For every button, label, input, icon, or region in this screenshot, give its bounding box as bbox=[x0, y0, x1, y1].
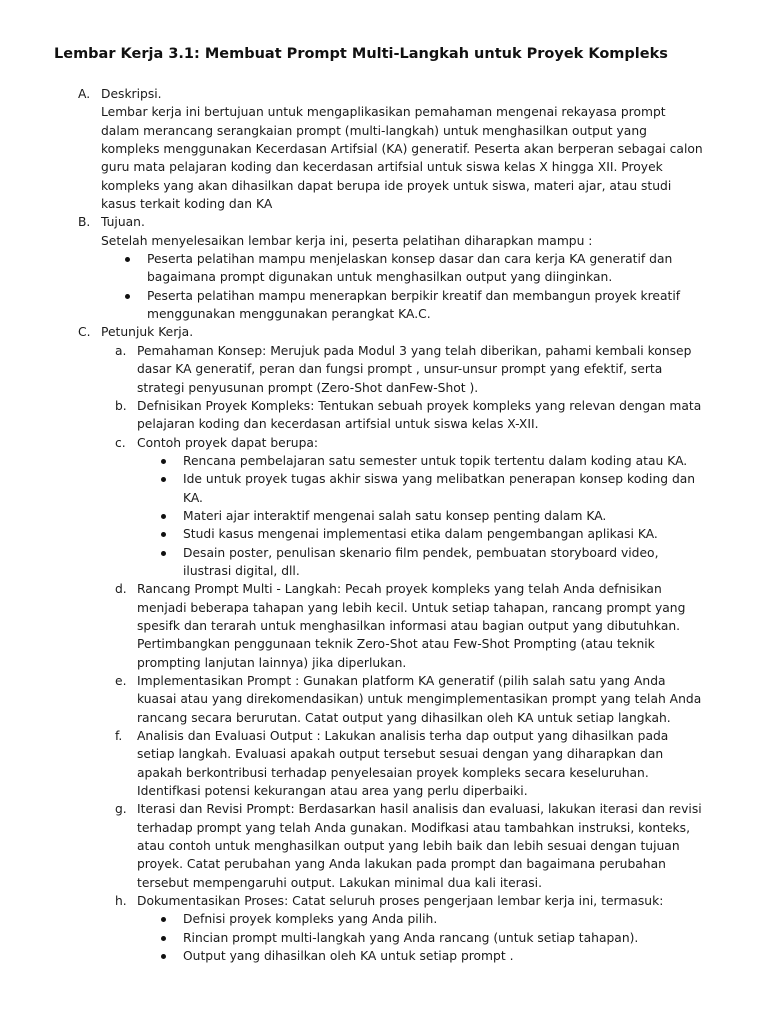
section-marker: A. bbox=[78, 87, 91, 101]
bullet-line: Studi kasus mengenai implementasi etika dalam pengembangan aplikasi KA. bbox=[183, 527, 658, 542]
bullet-line: Rincian prompt multi-langkah yang Anda rancang (untuk setiap tahapan). bbox=[183, 930, 639, 945]
item-marker: c. bbox=[115, 435, 126, 450]
section-c-instructions bbox=[56, 323, 720, 965]
instruction-item-g bbox=[56, 800, 720, 892]
bullet-line: Materi ajar interaktif mengenai salah satu konsep penting dalam KA. bbox=[183, 508, 607, 523]
paragraph-line: dalam merancang serangkaian prompt (multi-langkah) untuk menghasilkan output yang bbox=[101, 123, 647, 138]
item-line: menjadi beberapa tahapan yang lebih kecil. Untuk setiap tahapan, rancang prompt yang bbox=[137, 600, 686, 615]
bullet-line: menggunakan menggunakan perangkat KA.C. bbox=[147, 307, 431, 322]
item-line: prompting lanjutan lainnya) jika diperlukan. bbox=[137, 655, 407, 670]
item-marker: b. bbox=[115, 398, 127, 413]
instruction-item-h bbox=[56, 892, 720, 965]
instruction-item-f bbox=[56, 727, 720, 800]
item-line: rancang secara berurutan. Catat output yang dihasilkan oleh KA untuk setiap langkah. bbox=[137, 710, 671, 725]
item-line: strategi penyusunan prompt (Zero-Shot danFew-Shot ). bbox=[137, 380, 479, 395]
instruction-item-e bbox=[56, 672, 720, 727]
item-line: proyek. Catat perubahan yang Anda lakukan pada prompt dan bagaimana perubahan bbox=[137, 857, 666, 872]
bullet-line: Rencana pembelajaran satu semester untuk topik tertentu dalam koding atau KA. bbox=[183, 453, 688, 468]
bullet-item bbox=[101, 287, 720, 324]
bullet-line: Desain poster, penulisan skenario film pendek, pembuatan storyboard video, bbox=[183, 545, 659, 560]
item-line: dasar KA generatif, peran dan fungsi prompt , unsur-unsur prompt yang efektif, serta bbox=[137, 362, 663, 377]
item-line: apakah berkontribusi terhadap penyelesaian proyek kompleks secara keseluruhan. bbox=[137, 765, 649, 780]
bullet-line: Ide untuk proyek tugas akhir siswa yang melibatkan penerapan konsep koding dan bbox=[183, 472, 696, 487]
bullet-line: Peserta pelatihan mampu menjelaskan konsep dasar dan cara kerja KA generatif dan bbox=[147, 252, 673, 267]
bullet-item bbox=[137, 947, 720, 965]
item-marker: e. bbox=[115, 674, 127, 688]
bullet-item bbox=[137, 470, 720, 507]
item-marker: g. bbox=[115, 802, 127, 817]
instruction-item-a bbox=[56, 342, 720, 397]
item-marker: a. bbox=[115, 343, 127, 358]
item-line: Analisis dan Evaluasi Output : Lakukan analisis terha dap output yang dihasilkan pada bbox=[137, 729, 669, 744]
item-line: kuasai atau yang direkomendasikan) untuk mengimplementasikan prompt yang telah Anda bbox=[137, 692, 702, 707]
section-marker: B. bbox=[78, 215, 91, 230]
section-b-objectives bbox=[56, 213, 720, 323]
section-marker: C. bbox=[78, 325, 91, 340]
item-line: pelajaran koding dan kecerdasan artifsial untuk siswa kelas X-XII. bbox=[137, 417, 539, 432]
item-line: Implementasikan Prompt : Gunakan platform KA generatif (pilih salah satu yang Anda bbox=[137, 674, 666, 688]
item-line: Pertimbangkan penggunaan teknik Zero-Shot atau Few-Shot Prompting (atau teknik bbox=[137, 637, 655, 652]
bullet-item bbox=[137, 452, 720, 470]
item-line: Dokumentasikan Proses: Catat seluruh proses pengerjaan lembar kerja ini, termasuk: bbox=[137, 894, 664, 909]
bullet-item bbox=[137, 929, 720, 947]
item-line: Iterasi dan Revisi Prompt: Berdasarkan hasil analisis dan evaluasi, lakukan iterasi dan revisi bbox=[137, 802, 702, 817]
bullet-item bbox=[101, 250, 720, 287]
section-heading: Tujuan. bbox=[101, 215, 145, 230]
item-line: Contoh proyek dapat berupa: bbox=[137, 435, 319, 450]
item-marker: f. bbox=[115, 729, 123, 744]
instruction-item-d bbox=[56, 580, 720, 672]
paragraph-line: Lembar kerja ini bertujuan untuk mengaplikasikan pemahaman mengenai rekayasa prompt bbox=[101, 105, 666, 120]
section-intro: Setelah menyelesaikan lembar kerja ini, peserta pelatihan diharapkan mampu : bbox=[101, 233, 593, 248]
paragraph-line: kompleks yang akan dihasilkan dapat berupa ide proyek untuk siswa, materi ajar, atau studi bbox=[101, 178, 672, 193]
bullet-item bbox=[137, 507, 720, 525]
bullet-item bbox=[137, 544, 720, 581]
item-line: Defnisikan Proyek Kompleks: Tentukan sebuah proyek kompleks yang relevan dengan mata bbox=[137, 398, 702, 413]
item-marker: h. bbox=[115, 894, 127, 909]
bullet-line: bagaimana prompt digunakan untuk menghasilkan output yang diinginkan. bbox=[147, 270, 613, 285]
item-line: Identifkasi potensi kekurangan atau area yang perlu diperbaiki. bbox=[137, 784, 528, 799]
item-line: spesifk dan terarah untuk menghasilkan informasi atau bagian output yang dibutuhkan. bbox=[137, 618, 681, 633]
paragraph-line: kompleks menggunakan Kecerdasan Artifsial (KA) generatif. Peserta akan berperan sebagai calon bbox=[101, 142, 703, 157]
bullet-item bbox=[137, 910, 720, 928]
section-a-description bbox=[56, 85, 720, 213]
item-line: terhadap prompt yang telah Anda gunakan. Modifkasi atau tambahkan instruksi, konteks, bbox=[137, 820, 690, 835]
instruction-item-c bbox=[56, 434, 720, 581]
section-heading: Deskripsi. bbox=[101, 87, 162, 101]
instruction-item-b bbox=[56, 397, 720, 434]
bullet-line: Peserta pelatihan mampu menerapkan berpikir kreatif dan membangun proyek kreatif bbox=[147, 288, 681, 303]
item-line: Pemahaman Konsep: Merujuk pada Modul 3 yang telah diberikan, pahami kembali konsep bbox=[137, 343, 692, 358]
item-line: Rancang Prompt Multi - Langkah: Pecah proyek kompleks yang telah Anda defnisikan bbox=[137, 582, 662, 597]
item-line: setiap langkah. Evaluasi apakah output tersebut sesuai dengan yang diharapkan dan bbox=[137, 747, 664, 762]
bullet-line: KA. bbox=[183, 490, 203, 505]
bullet-line: ilustrasi digital, dll. bbox=[183, 563, 300, 578]
paragraph-line: guru mata pelajaran koding dan kecerdasan artifsial untuk siswa kelas X hingga XII. Proyek bbox=[101, 160, 663, 175]
item-marker: d. bbox=[115, 582, 127, 597]
section-heading: Petunjuk Kerja. bbox=[101, 325, 194, 340]
bullet-item bbox=[137, 525, 720, 543]
bullet-line: Output yang dihasilkan oleh KA untuk setiap prompt . bbox=[183, 949, 514, 964]
worksheet-title: Lembar Kerja 3.1: Membuat Prompt Multi-Langkah untuk Proyek Kompleks bbox=[54, 46, 668, 62]
item-line: tersebut mempengaruhi output. Lakukan minimal dua kali iterasi. bbox=[137, 875, 542, 890]
document-body bbox=[56, 85, 720, 966]
item-line: atau contoh untuk menghasilkan output yang lebih baik dan lebih sesuai dengan tujuan bbox=[137, 839, 680, 854]
paragraph-line: kasus terkait koding dan KA bbox=[101, 197, 273, 212]
bullet-line: Defnisi proyek kompleks yang Anda pilih. bbox=[183, 912, 438, 927]
